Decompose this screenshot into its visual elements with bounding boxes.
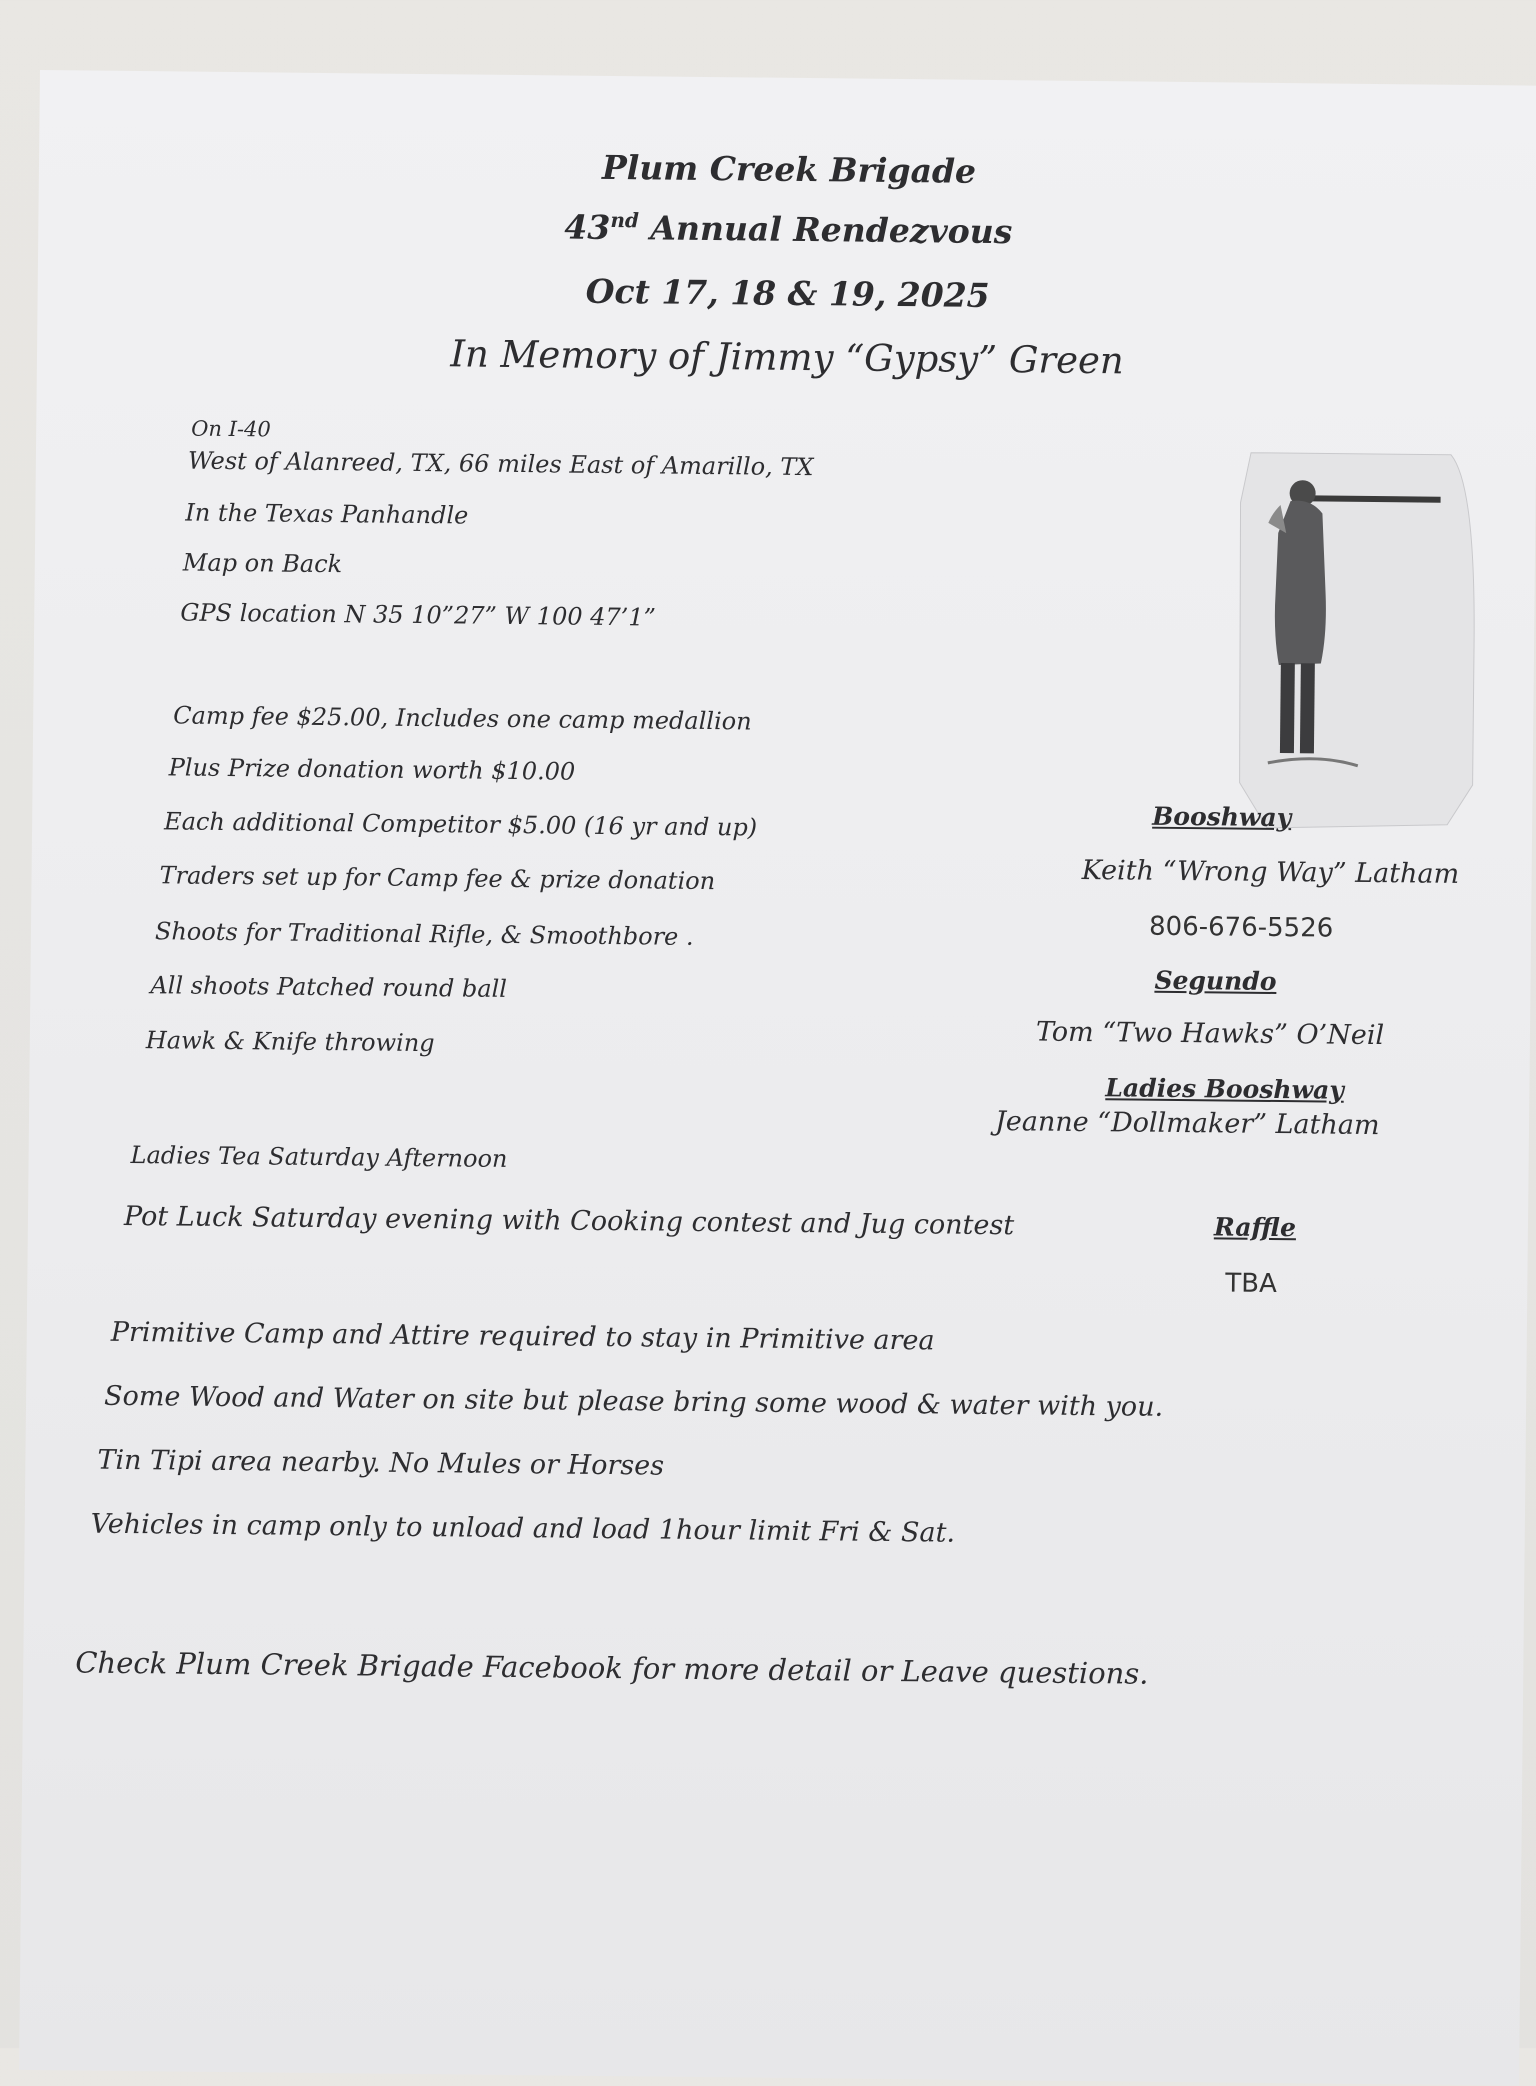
fee-line-4: Traders set up for Camp fee & prize donation: [159, 861, 716, 896]
fee-line-7: Hawk & Knife throwing: [145, 1026, 435, 1058]
org-title: Plum Creek Brigade: [601, 147, 977, 191]
ladies-tea: Ladies Tea Saturday Afternoon: [130, 1141, 508, 1173]
region-text: In the Texas Panhandle: [185, 498, 469, 530]
segundo-name: Tom “Two Hawks” O’Neil: [1035, 1016, 1385, 1052]
map-note: Map on Back: [182, 548, 343, 579]
fee-line-3: Each additional Competitor $5.00 (16 yr and up): [163, 807, 758, 842]
event-ordinal: nd: [610, 207, 640, 233]
raffle-value: TBA: [1225, 1268, 1278, 1300]
ladies-booshway-heading: Ladies Booshway: [1105, 1073, 1344, 1105]
gps-text: GPS location N 35 10”27” W 100 47’1”: [180, 598, 657, 632]
ladies-booshway-name: Jeanne “Dollmaker” Latham: [994, 1106, 1380, 1142]
frontiersman-rifle-icon: [1227, 442, 1481, 835]
flyer-page: [19, 70, 1536, 2086]
segundo-heading: Segundo: [1154, 965, 1277, 996]
booshway-name: Keith “Wrong Way” Latham: [1081, 854, 1460, 890]
footer-note: Check Plum Creek Brigade Facebook for more detail or Leave questions.: [75, 1645, 1149, 1691]
memorial-line: In Memory of Jimmy “Gypsy” Green: [450, 332, 1124, 383]
booshway-heading: Booshway: [1152, 801, 1292, 833]
fee-line-2: Plus Prize donation worth $10.00: [168, 753, 576, 786]
event-name: Annual Rendezvous: [638, 208, 1013, 252]
rule-line-2: Some Wood and Water on site but please bring some wood & water with you.: [103, 1380, 1164, 1423]
fee-line-6: All shoots Patched round ball: [150, 971, 508, 1003]
rule-line-3: Tin Tipi area nearby. No Mules or Horses: [97, 1444, 665, 1482]
event-title: [564, 208, 1012, 252]
potluck-line: Pot Luck Saturday evening with Cooking contest and Jug contest: [123, 1200, 1015, 1242]
raffle-heading: Raffle: [1213, 1212, 1297, 1243]
fee-line-1: Camp fee $25.00, Includes one camp medallion: [173, 701, 752, 736]
event-dates: Oct 17, 18 & 19, 2025: [585, 271, 990, 315]
directions-text: West of Alanreed, TX, 66 miles East of Amarillo, TX: [187, 446, 814, 482]
rule-line-4: Vehicles in camp only to unload and load 1hour limit Fri & Sat.: [90, 1508, 956, 1549]
rule-line-1: Primitive Camp and Attire required to stay in Primitive area: [110, 1316, 935, 1357]
event-number: 43: [564, 207, 611, 247]
highway-text: On I-40: [191, 416, 271, 442]
fee-line-5: Shoots for Traditional Rifle, & Smoothbore .: [154, 917, 694, 951]
booshway-phone: 806-676-5526: [1148, 911, 1334, 944]
